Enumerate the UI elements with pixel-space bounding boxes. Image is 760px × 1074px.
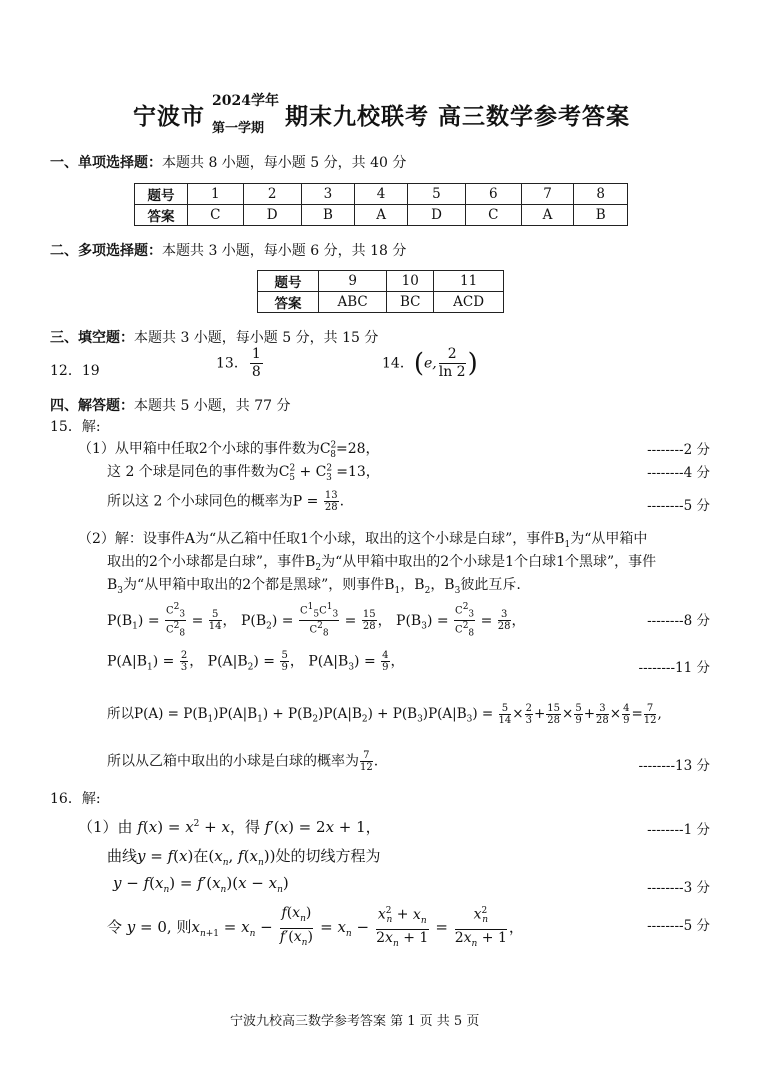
fill-answer-12: 12．19 [50,363,100,379]
section-3-heading: 三、填空题：本题共 3 小题，每小题 5 分，共 15 分 [50,330,379,346]
section-4-heading: 四、解答题：本题共 5 小题，共 77 分 [50,398,291,414]
score-mark: --------11 分 [638,660,710,676]
q16-line2: 曲线y = f(x)在($x_n$, $f(x_n)$)处的切线方程为 [107,847,381,868]
score-mark: --------13 分 [638,758,710,774]
fill-answer-13: 13． $\frac{1}{8}$ [216,346,261,380]
score-mark: --------4 分 [647,465,710,481]
section-1-heading: 一、单项选择题：本题共 8 小题，每小题 5 分，共 40 分 [50,155,407,171]
title-prefix: 宁波市 [133,103,205,130]
q16-line4: 令 y = 0, 则$x_{n+1} = x_n$ − $\frac{f(x_n)}{f'(x_n)}$ = $x_n$ − $\frac{x^2_n + x_n}{2x_n + 1}$ = $\frac{x^2_n}{2x_n + 1}$ ， [107,904,524,950]
q15-p1-line1: （1）从甲箱中任取2个小球的事件数为$C^2_8=28$， [78,440,380,460]
score-mark: --------5 分 [647,498,710,514]
q16-line3: $y - f(x_n) = f'(x_n)(x - x_n)$ [113,874,289,895]
table-row: 题号 1 2 3 4 5 6 7 8 [135,184,628,205]
table-row: 答案 C D B A D C A B [135,205,628,226]
page-title: 期末九校联考 高三数学参考答案 [285,103,631,130]
title-year-top: 2024学年 [212,93,279,109]
q15-total-probability: 所以$P(A) = P(B_1)P(A|B_1) + P(B_2)P(A|B_2) + P(B_3)P(A|B_3)$ = $\frac{5}{14}$ × $\frac{2}{3}$ + $\frac{15}{28}$ × $\frac{5}{9}$ + $\frac{3}{28}$ × $\frac{4}{9}$ = $\frac{7}{12}$ , [107,703,662,726]
score-mark: --------1 分 [647,822,710,838]
q15-pa-line: $P(A|B_1)$ = $\frac{2}{3}$ ， $P(A|B_2)$ = $\frac{5}{9}$ ， $P(A|B_3)$ = $\frac{4}{9}$ ， [107,650,405,673]
table-row: 题号 9 10 11 [258,271,504,292]
q15-p1-line3: 所以这 2 个小球同色的概率为P = $\frac{13}{28}$ . [107,490,345,513]
table-row: 答案 ABC BC ACD [258,292,504,313]
multi-choice-table [257,270,504,313]
title-year-bottom: 第一学期 [212,121,265,136]
q15-pb-line: $P(B_1)$ = $\frac{C^2_3}{C^2_8}$ = $\frac{5}{14}$ ， $P(B_2)$ = $\frac{C^1_5C^1_3}{C^2_8}$ = $\frac{15}{28}$ ， $P(B_3)$ = $\frac{C^2_3}{C^2_8}$ = $\frac{3}{28}$ ， [107,602,526,639]
q16-line1: （1）由 $f(x) = x^2 + x$，得 f′(x) = 2x + 1， [78,818,381,836]
q16-label: 16．解: [50,791,101,807]
score-mark: --------3 分 [647,880,710,896]
q15-label: 15．解: [50,419,101,435]
score-mark: --------2 分 [647,442,710,458]
fill-answer-14: 14．(e, $\frac{2}{\ln 2}$ ) [382,346,478,380]
score-mark: --------8 分 [647,613,710,629]
single-choice-table [134,183,628,226]
q15-p1-line2: 这 2 个球是同色的事件数为$C^2_5 + C^2_3 =13$， [107,463,380,483]
score-mark: --------5 分 [647,918,710,934]
q15-p2-line3: $B_3$为“从甲箱中取出的2个都是黑球”，则事件$B_1$，$B_2$，$B_3$彼此互斥. [107,577,521,596]
page-footer: 宁波九校高三数学参考答案 第 1 页 共 5 页 [230,1014,480,1029]
q15-p2-line1: （2）解：设事件A为“从乙箱中任取1个小球，取出的这个小球是白球”，事件$B_1$为“从甲箱中 [78,531,648,550]
q15-conclusion: 所以从乙箱中取出的小球是白球的概率为 $\frac{7}{12}$ . [107,750,379,773]
section-2-heading: 二、多项选择题：本题共 3 小题，每小题 6 分，共 18 分 [50,243,407,259]
q15-p2-line2: 取出的2个小球都是白球”，事件$B_2$为“从甲箱中取出的2个小球是1个白球1个黑球”，事件 [107,554,657,573]
